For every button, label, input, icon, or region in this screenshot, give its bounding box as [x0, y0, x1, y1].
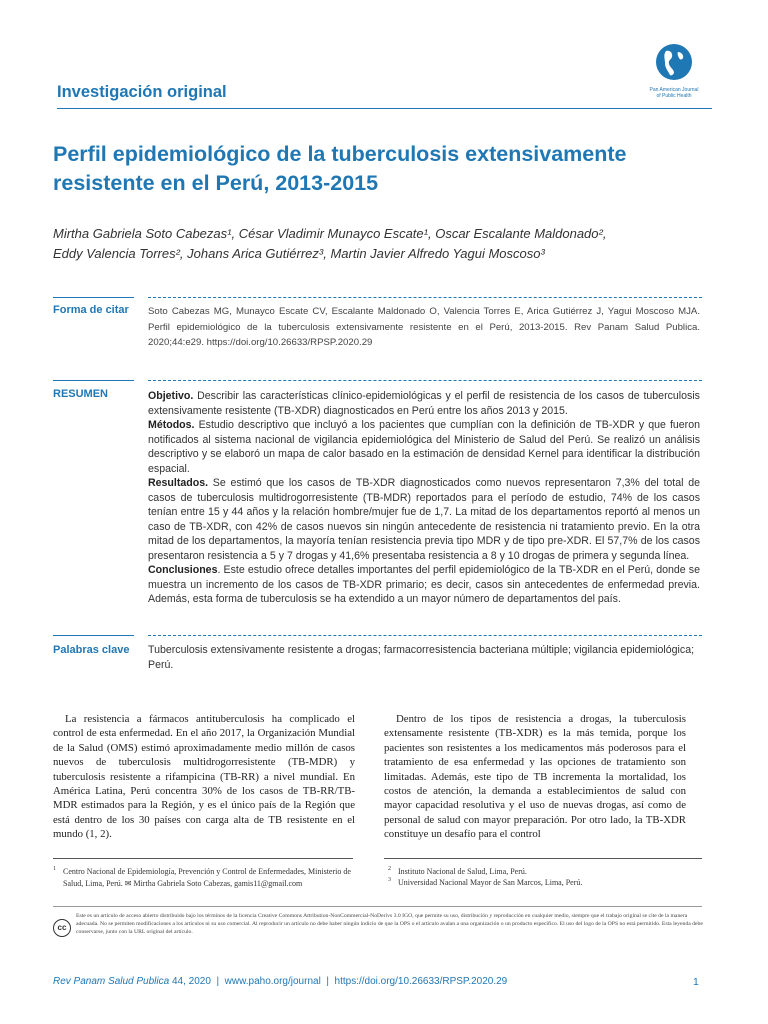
authors-line-2: Eddy Valencia Torres², Johans Arica Gutiérrez³, Martin Javier Alfredo Yagui Moscoso³ [53, 246, 545, 261]
footer-volume: 44, 2020 [169, 976, 211, 987]
footnote-rule-right [384, 858, 702, 859]
logo-text-line1: Pan American Journal [649, 87, 699, 93]
authors-line-1: Mirtha Gabriela Soto Cabezas¹, César Vladimir Munayco Escate¹, Oscar Escalante Maldonado², [53, 226, 607, 241]
body-column-left [53, 712, 355, 842]
footer-url-link[interactable]: www.paho.org/journal [224, 976, 321, 987]
license-rule [53, 906, 702, 907]
body-paragraph: La resistencia a fármacos antituberculosis ha complicado el control de esta enfermedad. En el año 2017, la Organización Mundial de la Salud (OMS) estimó aproximadamente medio millón de casos nuevos de tuberculosis multidrogorresistente (TB-MDR) y tuberculosis resistente a rifampicina (TB-RR) a nivel mundial. En América Latina, Perú concentra 30% de los casos de TB-RR/TB-MDR estimados para la Región, y es el único país de la Región que está dentro de los 30 países con carga alta de TB resistente en el mundo (1, 2). [53, 713, 355, 841]
cite-text-rule [148, 297, 702, 298]
abstract-text-rule [148, 380, 702, 381]
header-divider [57, 108, 712, 109]
page-number: 1 [693, 976, 699, 988]
section-label: Investigación original [57, 83, 227, 101]
footnote-3: 3 Universidad Nacional Mayor de San Marcos, Lima, Perú. [388, 877, 583, 887]
footnote-1: 1 Centro Nacional de Epidemiología, Prevención y Control de Enfermedades, Ministerio de Salud, Lima, Perú. ✉ Mirtha Gabriela Soto Cabezas, gamis11@gmail.com [53, 866, 351, 888]
article-title: Perfil epidemiológico de la tuberculosis extensivamente resistente en el Perú, 2013-2015 [53, 142, 627, 195]
body-paragraph: Dentro de los tipos de resistencia a drogas, la tuberculosis extensamente resistente (TB-XDR) es la más temida, porque los pacientes son resistentes a los medicamentos más poderosos para el tratamiento de esa enfermedad y las opciones de tratamiento son limitadas. Además, este tipo de TB incrementa la mortalidad, los costos de atención, la demanda a establecimientos de salud con mayor capacidad resolutiva y el uso de nuevas drogas, así como de personal de salud con mayor preparación. Por otro lado, la TB-XDR constituye un desafío para el control [384, 713, 686, 841]
abstract-label: RESUMEN [53, 388, 109, 400]
footer-doi-link[interactable]: https://doi.org/10.26633/RPSP.2020.29 [334, 976, 508, 987]
creative-commons-icon: cc [53, 919, 71, 937]
cite-label-rule [53, 297, 134, 298]
keywords-text-rule [148, 635, 702, 636]
abstract-conclusions: Conclusiones. Este estudio ofrece detalles importantes del perfil epidemiológico de la TB-XDR en el Perú, donde se muestra un incremento de los casos de TB-XDR primario; es decir, casos sin antecedentes de enfermedad previa. Además, esta forma de tuberculosis se ha extendido a un mayor número de departamentos del país. [148, 564, 700, 605]
abstract-label-rule [53, 380, 134, 381]
abstract-methods: Métodos. Estudio descriptivo que incluyó a los pacientes que cumplían con la definición de TB-XDR y que fueron notificados al sistema nacional de vigilancia epidemiológica del Ministerio de Salud del Perú. Se realizó un análisis descriptivo y se elaboró un mapa de calor basado en la estimación de densidad Kernel para identificar la distribución espacial. [148, 419, 700, 475]
globe-icon [654, 42, 694, 82]
citation-text: Soto Cabezas MG, Munayco Escate CV, Escalante Maldonado O, Valencia Torres E, Arica Gutiérrez J, Yagui Moscoso MJA. Perfil epidemiológico de la tuberculosis extensivamente resistente en el Perú, 2013-2015. Rev Panam Salud Publica. 2020;44:e29. https://doi.org/10.26633/RPSP.2020.29 [148, 306, 700, 348]
author-list [53, 224, 718, 264]
license-text: Este es un artículo de acceso abierto distribuido bajo los términos de la licencia Creative Commons Attribution-NonCommercial-NoDerivs 3.0 IGO, que permite su uso, distribución y reproducción en cualquier medio, siempre que el trabajo original se cite de la manera adecuada. No se permiten modificaciones a los artículos ni su uso comercial. Al reproducir un artículo no debe haber ningún indicio de que la OPS o el artículo avalan a una organización o un producto específico. El uso del logo de la OPS no está permitido. Esta leyenda debe conservarse, junto con la URL original del artículo. [76, 913, 703, 936]
abstract-body [148, 389, 700, 607]
page-footer: Rev Panam Salud Publica 44, 2020 | www.paho.org/journal | https://doi.org/10.26633/RPSP.2020.29 [53, 976, 508, 987]
footnote-rule-left [53, 858, 353, 859]
keywords-text: Tuberculosis extensivamente resistente a drogas; farmacorresistencia bacteriana múltiple; vigilancia epidemiológica; Perú. [148, 644, 695, 671]
logo-text-line2: of Public Health [656, 93, 692, 99]
cite-label: Forma de citar [53, 304, 129, 316]
footnote-2: 2 Instituto Nacional de Salud, Lima, Perú. [388, 866, 527, 876]
abstract-objective: Objetivo. Describir las características clínico-epidemiológicas y el perfil de resistencia de los casos de tuberculosis extensivamente resistente (TB-XDR) diagnosticados en Perú entre los años 2013 y 2015. [148, 390, 700, 417]
keywords-label-rule [53, 635, 134, 636]
abstract-results: Resultados. Se estimó que los casos de TB-XDR diagnosticados como nuevos representaron 7,3% del total de casos de tuberculosis multidrogorresistente (TB-MDR) reportados para el período de estudio, 74% de los casos tenían entre 15 y 44 años y la relación hombre/mujer fue de 1,7. La mitad de los departamentos reportó al menos un caso de TB-XDR, con 42% de casos nuevos sin ningún antecedente de resistencia ni tratamiento previo. En la otra mitad de los departamentos, la mayoría tenían resistencia previa tipo MDR y de tipo pre-XDR. El 57,7% de los casos presentaron resistencia a 5 y 7 drogas y 41,6% presentaba resistencia a 8 y 10 drogas de primera y segunda línea. [148, 477, 700, 562]
keywords-label: Palabras clave [53, 644, 130, 656]
body-column-right [384, 712, 686, 842]
journal-logo [640, 42, 708, 99]
footer-journal: Rev Panam Salud Publica [53, 976, 170, 987]
